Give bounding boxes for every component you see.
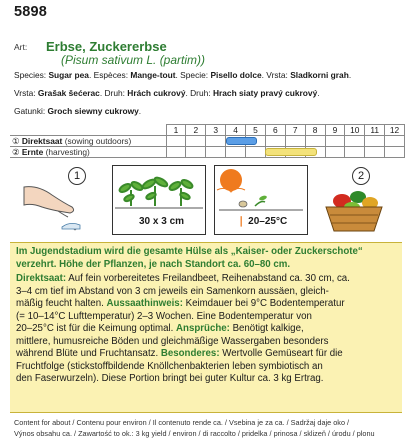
step-1-marker: 1 bbox=[68, 167, 86, 185]
body-text: mäßig feucht halten. bbox=[16, 298, 107, 309]
direktsaat-line bbox=[16, 273, 350, 285]
body-text: 20–25°C ist für die Keimung optimal. bbox=[16, 323, 177, 334]
body-line-9 bbox=[16, 348, 343, 360]
lang-name: Hrach siaty pravý cukrový bbox=[212, 88, 318, 98]
germination-illustration bbox=[214, 165, 308, 235]
calendar-row-sowing bbox=[10, 136, 405, 147]
month-cell: 4 bbox=[226, 125, 246, 136]
lang-name: Groch siewny cukrowy bbox=[47, 106, 139, 116]
sun-icon bbox=[220, 169, 242, 191]
lang-label: . Druh: bbox=[185, 88, 213, 98]
lang-label: . Vrsta: bbox=[261, 70, 291, 80]
body-text: Keimdauer bei 9°C Bodentemperatur bbox=[182, 298, 345, 309]
product-code: 5898 bbox=[14, 4, 48, 20]
cultivation-notes bbox=[10, 242, 402, 413]
harvest-label-translation: (harvesting) bbox=[45, 147, 90, 157]
lang-name: Sugar pea bbox=[48, 70, 89, 80]
month-cell: 5 bbox=[246, 125, 266, 136]
month-cell: 3 bbox=[206, 125, 226, 136]
species-names-line-3 bbox=[14, 106, 406, 117]
month-cell: 8 bbox=[305, 125, 325, 136]
lang-name: Mange-tout bbox=[130, 70, 176, 80]
lang-name: Pisello dolce bbox=[210, 70, 262, 80]
calendar-corner bbox=[10, 125, 166, 136]
lang-label: . bbox=[138, 106, 142, 116]
species-names-line-2 bbox=[14, 88, 406, 99]
sowing-label bbox=[10, 136, 166, 147]
seedling-row-icon bbox=[113, 166, 205, 216]
growing-calendar bbox=[10, 124, 405, 160]
direktsaat-heading: Direktsaat: bbox=[16, 273, 67, 284]
month-cell: 11 bbox=[365, 125, 385, 136]
lang-label: Species: bbox=[14, 70, 49, 80]
temperature-text: 20–25°C bbox=[248, 216, 288, 227]
species-names-line-1 bbox=[14, 70, 406, 81]
body-line-4: 3–4 cm tief im Abstand von 3 cm jeweils ein Samenkorn aussäen, gleich- bbox=[16, 285, 329, 297]
seedlings-illustration bbox=[112, 165, 206, 235]
intro-line-2: verzehrt. Höhe der Pflanzen, je nach Standort ca. 60–80 cm. bbox=[16, 258, 291, 270]
body-line-6: (= 10–14°C Lufttemperatur) 2–3 Wochen. Eine Bodentemperatur von bbox=[16, 310, 312, 322]
thermometer-icon: ❘ bbox=[237, 216, 249, 227]
month-cell: 1 bbox=[166, 125, 186, 136]
yield-footer-line-2: Výnos obsahu ca. / Zawartość to ok.: 3 kg yield / environ / di raccolto / pridelka / prinosa / sklizeň / úrodu / plonu bbox=[14, 429, 375, 438]
lang-label: Gatunki: bbox=[14, 106, 48, 116]
body-line-7 bbox=[16, 323, 304, 335]
calendar-header-row bbox=[10, 125, 405, 136]
temperature-caption bbox=[237, 216, 287, 227]
lang-name: Sladkorni grah bbox=[290, 70, 349, 80]
month-cell: 10 bbox=[345, 125, 365, 136]
lang-label: . bbox=[348, 70, 352, 80]
spacing-caption: 30 x 3 cm bbox=[139, 216, 185, 227]
body-line-8: mittlere, humusreiche Böden und gleichmäßige Wassergaben besonders bbox=[16, 335, 329, 347]
art-label: Art: bbox=[14, 42, 28, 52]
lang-name: Grašak šećerac bbox=[37, 88, 100, 98]
body-text: Benötigt kalkige, bbox=[229, 323, 304, 334]
harvest-label bbox=[10, 147, 166, 158]
calendar-table bbox=[10, 124, 405, 158]
lang-label: . Specie: bbox=[175, 70, 211, 80]
harvest-basket-illustration bbox=[318, 165, 390, 237]
intro-line-1: Im Jugendstadium wird die gesamte Hülse als „Kaiser- oder Zuckerschote“ bbox=[16, 246, 363, 257]
lang-name: Hrách cukrový bbox=[127, 88, 186, 98]
body-line-10: Fruchtfolge (stickstoffbildende Knöllchenbakterien leben symbiotisch an bbox=[16, 360, 323, 372]
sowing-label-text: Direktsaat bbox=[21, 136, 63, 146]
yield-footer-line-1: Content for about / Contenu pour environ / Il contenuto rende ca. / Vsebina je za ca. / Sadržaj daje oko / bbox=[14, 418, 350, 427]
harvest-label-text: Ernte bbox=[21, 147, 44, 157]
lang-label: . Druh: bbox=[99, 88, 128, 98]
direktsaat-text: Auf fein vorbereitetes Freilandbeet, Reihenabstand ca. 30 cm, ca. bbox=[66, 273, 350, 284]
month-cell: 12 bbox=[385, 125, 405, 136]
month-cell: 9 bbox=[325, 125, 345, 136]
seed-germination-icon bbox=[215, 166, 307, 216]
body-text: Wertvolle Gemüseart für die bbox=[219, 348, 343, 359]
body-line-5 bbox=[16, 298, 345, 310]
sowing-label-translation: (sowing outdoors) bbox=[64, 136, 132, 146]
sowing-hand-illustration bbox=[22, 165, 92, 237]
lang-label: . bbox=[317, 88, 320, 98]
body-line-11: den Faserwurzeln). Diese Portion bringt bei guter Kultur ca. 3 kg Ertrag. bbox=[16, 373, 324, 384]
latin-name: (Pisum sativum L. (partim)) bbox=[61, 53, 206, 67]
marker-2: ② bbox=[12, 147, 20, 157]
aussaat-heading: Aussaathinweis: bbox=[106, 298, 183, 309]
step-2-marker: 2 bbox=[352, 167, 370, 185]
month-cell: 6 bbox=[265, 125, 285, 136]
lang-label: Vrsta: bbox=[14, 88, 38, 98]
species-name: Erbse, Zuckererbse bbox=[46, 39, 167, 54]
calendar-row-harvest bbox=[10, 147, 405, 158]
month-cell: 7 bbox=[285, 125, 305, 136]
lang-label: . Espèces: bbox=[88, 70, 131, 80]
anspruche-heading: Ansprüche: bbox=[176, 323, 230, 334]
besonderes-heading: Besonderes: bbox=[160, 348, 220, 359]
harvest-period-bar bbox=[265, 148, 317, 156]
sowing-period-bar bbox=[226, 137, 258, 145]
body-text: während Blüte und Fruchtansatz. bbox=[16, 348, 161, 359]
month-cell: 2 bbox=[186, 125, 206, 136]
marker-1: ① bbox=[12, 136, 20, 146]
